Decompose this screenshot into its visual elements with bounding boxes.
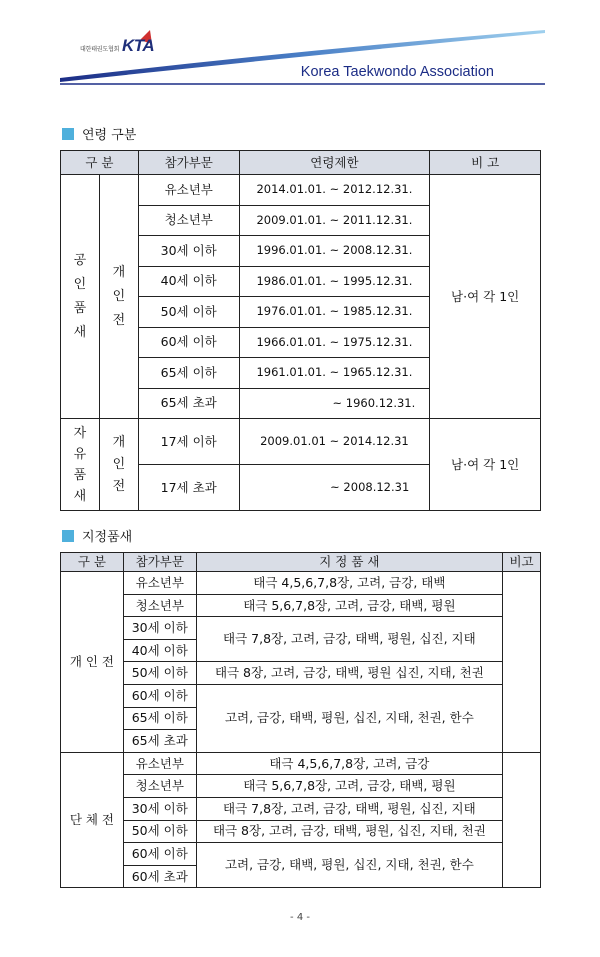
sub-label-individual: 개 인 전 <box>99 175 138 419</box>
age-range-cell: 1976.01.01. ~ 1985.12.31. <box>239 297 430 328</box>
poomsae-cell: 태극 7,8장, 고려, 금강, 태백, 평원, 십진, 지태 <box>196 617 502 662</box>
category-cell: 청소년부 <box>123 775 196 798</box>
page-number: - 4 - <box>290 912 310 923</box>
category-cell: 50세 이하 <box>123 662 196 685</box>
logo-korean-text: 대한태권도협회 <box>80 46 120 53</box>
group-label-individual: 개 인 전 <box>61 572 124 753</box>
table-row <box>61 752 541 775</box>
category-cell: 30세 이하 <box>123 797 196 820</box>
category-cell: 유소년부 <box>123 752 196 775</box>
category-cell: 유소년부 <box>123 572 196 595</box>
table-header-row <box>61 553 541 572</box>
table-row <box>61 775 541 798</box>
page-header <box>0 0 600 100</box>
age-range-cell: 1986.01.01. ~ 1995.12.31. <box>239 266 430 297</box>
age-range-cell: 2009.01.01. ~ 2011.12.31. <box>239 205 430 236</box>
table-row <box>61 843 541 866</box>
category-cell: 65세 초과 <box>138 388 239 419</box>
org-name: Korea Taekwondo Association <box>300 64 494 80</box>
category-cell: 청소년부 <box>138 205 239 236</box>
category-cell: 50세 이하 <box>138 297 239 328</box>
category-cell: 40세 이하 <box>138 266 239 297</box>
category-cell: 65세 이하 <box>123 707 196 730</box>
table-row <box>61 594 541 617</box>
age-division-table <box>60 150 541 511</box>
poomsae-cell: 고려, 금강, 태백, 평원, 십진, 지태, 천권, 한수 <box>196 843 502 888</box>
category-cell: 60세 이하 <box>123 684 196 707</box>
section-title-age: 연령 구분 <box>62 124 136 143</box>
header-note: 비고 <box>503 553 541 572</box>
table-row <box>61 175 541 206</box>
note-cell <box>503 572 541 753</box>
age-range-cell: 2009.01.01 ~ 2014.12.31 <box>239 419 430 465</box>
header-category: 참가부문 <box>123 553 196 572</box>
age-range-cell: ~ 2008.12.31 <box>239 465 430 511</box>
age-range-cell: 1966.01.01. ~ 1975.12.31. <box>239 327 430 358</box>
age-range-cell: 1961.01.01. ~ 1965.12.31. <box>239 358 430 389</box>
category-cell: 60세 초과 <box>123 865 196 888</box>
header-division: 구 분 <box>61 151 139 175</box>
group-label-free: 자 유 품 새 <box>61 419 100 511</box>
category-cell: 17세 이하 <box>138 419 239 465</box>
header-note: 비 고 <box>430 151 541 175</box>
category-cell: 17세 초과 <box>138 465 239 511</box>
header-age-limit: 연령제한 <box>239 151 430 175</box>
table-row <box>61 617 541 640</box>
table-row <box>61 662 541 685</box>
table-row <box>61 572 541 595</box>
category-cell: 50세 이하 <box>123 820 196 843</box>
age-range-cell: 2014.01.01. ~ 2012.12.31. <box>239 175 430 206</box>
group-label-team: 단 체 전 <box>61 752 124 888</box>
poomsae-cell: 고려, 금강, 태백, 평원, 십진, 지태, 천권, 한수 <box>196 684 502 752</box>
sub-label-individual: 개 인 전 <box>99 419 138 511</box>
poomsae-cell: 태극 8장, 고려, 금강, 태백, 평원, 십진, 지태, 천권 <box>196 820 502 843</box>
note-cell <box>503 752 541 888</box>
square-bullet-icon <box>62 128 74 140</box>
poomsae-cell: 태극 8장, 고려, 금강, 태백, 평원 십진, 지태, 천권 <box>196 662 502 685</box>
category-cell: 30세 이하 <box>138 236 239 267</box>
note-cell: 남·여 각 1인 <box>430 175 541 419</box>
poomsae-cell: 태극 4,5,6,7,8장, 고려, 금강, 태백 <box>196 572 502 595</box>
square-bullet-icon <box>62 530 74 542</box>
category-cell: 40세 이하 <box>123 639 196 662</box>
category-cell: 60세 이하 <box>123 843 196 866</box>
category-cell: 30세 이하 <box>123 617 196 640</box>
category-cell: 65세 이하 <box>138 358 239 389</box>
category-cell: 60세 이하 <box>138 327 239 358</box>
table-row <box>61 820 541 843</box>
kta-logo: KTA <box>122 36 155 55</box>
poomsae-cell: 태극 5,6,7,8장, 고려, 금강, 태백, 평원 <box>196 775 502 798</box>
category-cell: 청소년부 <box>123 594 196 617</box>
group-label-gongin: 공 인 품 새 <box>61 175 100 419</box>
designated-poomsae-table <box>60 552 541 888</box>
poomsae-cell: 태극 4,5,6,7,8장, 고려, 금강 <box>196 752 502 775</box>
table-row <box>61 419 541 465</box>
category-cell: 65세 초과 <box>123 730 196 753</box>
header-poomsae: 지 정 품 새 <box>196 553 502 572</box>
table-row <box>61 797 541 820</box>
category-cell: 유소년부 <box>138 175 239 206</box>
poomsae-cell: 태극 5,6,7,8장, 고려, 금강, 태백, 평원 <box>196 594 502 617</box>
age-range-cell: ~ 1960.12.31. <box>239 388 430 419</box>
header-category: 참가부문 <box>138 151 239 175</box>
age-range-cell: 1996.01.01. ~ 2008.12.31. <box>239 236 430 267</box>
header-division: 구 분 <box>61 553 124 572</box>
section-title-poomsae: 지정품새 <box>62 526 132 545</box>
poomsae-cell: 태극 7,8장, 고려, 금강, 태백, 평원, 십진, 지태 <box>196 797 502 820</box>
note-cell: 남·여 각 1인 <box>430 419 541 511</box>
table-row <box>61 684 541 707</box>
table-header-row <box>61 151 541 175</box>
